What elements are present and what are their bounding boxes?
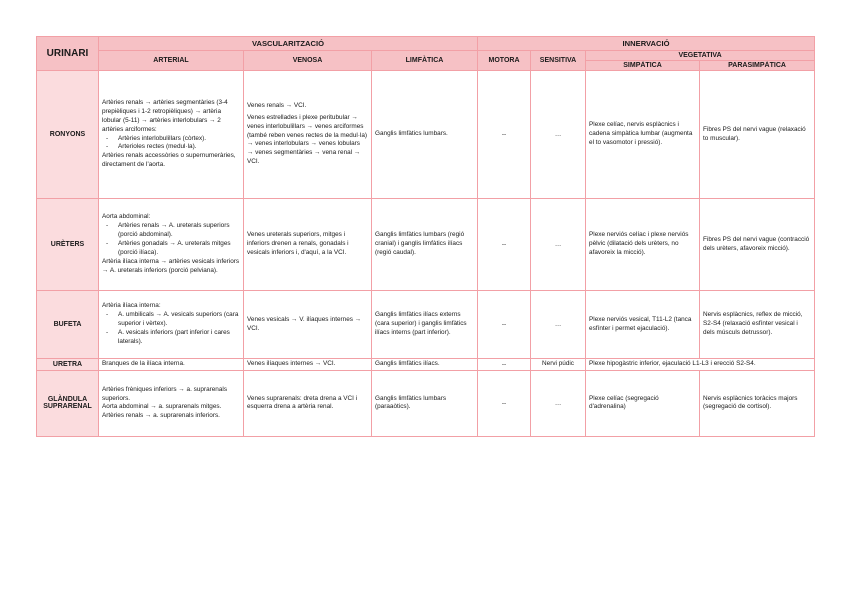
bufeta-simpatica: Plexe nerviós vesical, T11-L2 (tanca esfínter i permet ejaculació).: [586, 291, 700, 359]
ronyons-motora: --: [478, 71, 531, 199]
ureters-arterial-item-2: - Artèries gonadals → A. ureterals mitges (porció ilíaca).: [118, 240, 240, 258]
ureters-arterial: [99, 199, 244, 291]
ureters-venosa: Venes ureterals superiors, mitges i inferiors drenen a renals, gonadals i vesicals inferiors i, d'aquí, a la VCI.: [244, 199, 372, 291]
ureters-arterial-item-1: - Artèries renals → A. ureterals superiors (porció abdominal).: [118, 222, 240, 240]
ureters-arterial-main: Aorta abdominal:: [102, 213, 151, 221]
uretra-motora: --: [478, 359, 531, 371]
urinary-system-table: [36, 36, 815, 437]
ureters-simpatica: Plexe nerviós celíac i plexe nerviós pèlvic (dilatació dels urèters, no afavoreix la micció).: [586, 199, 700, 291]
ronyons-simpatica: Plexe celíac, nervis esplàcnics i cadena simpàtica lumbar (augmenta el to vasomotor i pressió).: [586, 71, 700, 199]
row-label-uretra: URETRA: [37, 359, 99, 371]
ronyons-arterial-main: Artèries renals → artèries segmentàries (3-4 prepièliques i 1-2 retropièliques) → artèria lobular (5-11) → artèries interlobulars → 2 artèries arciformes:: [102, 98, 228, 133]
bufeta-arterial-main: Artèria ilíaca interna:: [102, 302, 161, 310]
glandula-arterial: [99, 370, 244, 436]
header-urinari: URINARI: [37, 37, 99, 71]
ureters-motora: --: [478, 199, 531, 291]
table-row-uretra: [37, 359, 815, 371]
glandula-parasimpatica: Nervis esplàcnics toràcics majors (segregació de cortisol).: [700, 370, 815, 436]
glandula-motora: --: [478, 370, 531, 436]
header-arterial: ARTERIAL: [99, 51, 244, 71]
table-row-ronyons: [37, 71, 815, 199]
ureters-limfatica: Ganglis limfàtics lumbars (regió cranial) i ganglis limfàtics ilíacs (regió caudal).: [372, 199, 478, 291]
ureters-sensitiva: …: [531, 199, 586, 291]
bufeta-parasimpatica: Nervis esplàcnics, reflex de micció, S2-S4 (relaxació esfínter vesical i dels músculs detrussor).: [700, 291, 815, 359]
bufeta-arterial: [99, 291, 244, 359]
header-vascularitzacio: VASCULARITZACIÓ: [99, 37, 478, 51]
table-row-ureters: [37, 199, 815, 291]
uretra-venosa: Venes ilíaques internes → VCI.: [244, 359, 372, 371]
ronyons-arterial: [99, 71, 244, 199]
bufeta-arterial-item-2: - A. vesicals inferiors (part inferior i cares laterals).: [118, 329, 240, 347]
row-label-ureters: URÈTERS: [37, 199, 99, 291]
header-sensitiva: SENSITIVA: [531, 51, 586, 71]
ronyons-limfatica: Ganglis limfàtics lumbars.: [372, 71, 478, 199]
row-label-bufeta: BUFETA: [37, 291, 99, 359]
ronyons-venosa: [244, 71, 372, 199]
glandula-sensitiva: …: [531, 370, 586, 436]
ronyons-arterial-item-2: - Arterioles rectes (medul·la).: [118, 143, 240, 152]
glandula-limfatica: Ganglis limfàtics lumbars (paraaòtics).: [372, 370, 478, 436]
table-row-glandula: [37, 370, 815, 436]
bufeta-sensitiva: …: [531, 291, 586, 359]
ronyons-arterial-item-1: - Artèries interlobulillars (còrtex).: [118, 135, 240, 144]
glandula-simpatica: Plexe celíac (segregació d'adrenalina): [586, 370, 700, 436]
header-vegetativa: VEGETATIVA: [586, 51, 815, 61]
bufeta-venosa: Venes vesicals → V. ilíaques internes → VCI.: [244, 291, 372, 359]
header-parasimpatica: PARASIMPÀTICA: [700, 61, 815, 71]
ureters-arterial-iliac: Artèria ilíaca interna → artèries vesicals inferiors → A. ureterals inferiors (porció pelviana).: [102, 257, 240, 274]
bufeta-arterial-item-1: - A. umbilicals → A. vesicals superiors (cara superior i vèrtex).: [118, 311, 240, 329]
row-label-glandula: GLÀNDULA SUPRARENAL: [37, 370, 99, 436]
glandula-arterial-2: Aorta abdominal → a. suprarenals mitges.: [102, 403, 222, 411]
row-label-ronyons: RONYONS: [37, 71, 99, 199]
uretra-vegetativa: Plexe hipogàstric inferior, ejaculació L1-L3 i erecció S2-S4.: [586, 359, 815, 371]
header-motora: MOTORA: [478, 51, 531, 71]
header-innervacio: INNERVACIÓ: [478, 37, 815, 51]
uretra-sensitiva: Nervi púdic: [531, 359, 586, 371]
header-venosa: VENOSA: [244, 51, 372, 71]
ronyons-venosa-1: Venes renals → VCI.: [247, 101, 307, 109]
uretra-limfatica: Ganglis limfàtics ilíacs.: [372, 359, 478, 371]
ronyons-venosa-2: Venes estrellades i plexe peritubular → venes interlobulillars → venes arciformes (també reben venes rectes de la medul·la) → venes interlobulars → venes lobulars → venes segmentàries → vena renal → VCI.: [247, 113, 368, 166]
ronyons-parasimpatica: Fibres PS del nervi vague (relaxació to muscular).: [700, 71, 815, 199]
header-limfatica: LIMFÀTICA: [372, 51, 478, 71]
ronyons-arterial-accessory: Artèries renals accessòries o supernumeràries, directament de l'aorta.: [102, 152, 236, 169]
uretra-arterial: Branques de la ilíaca interna.: [99, 359, 244, 371]
glandula-arterial-1: Artèries frèniques inferiors → a. suprarenals superiors.: [102, 385, 228, 402]
table-row-bufeta: [37, 291, 815, 359]
bufeta-motora: --: [478, 291, 531, 359]
glandula-venosa: Venes suprarenals: dreta drena a VCI i esquerra drena a artèria renal.: [244, 370, 372, 436]
ureters-parasimpatica: Fibres PS del nervi vague (contracció dels urèters, afavoreix micció).: [700, 199, 815, 291]
ronyons-sensitiva: …: [531, 71, 586, 199]
glandula-arterial-3: Artèries renals → a. suprarenals inferiors.: [102, 412, 220, 420]
header-simpatica: SIMPÀTICA: [586, 61, 700, 71]
bufeta-limfatica: Ganglis limfàtics ilíacs externs (cara superior) i ganglis limfàtics ilíacs interns (part inferior).: [372, 291, 478, 359]
